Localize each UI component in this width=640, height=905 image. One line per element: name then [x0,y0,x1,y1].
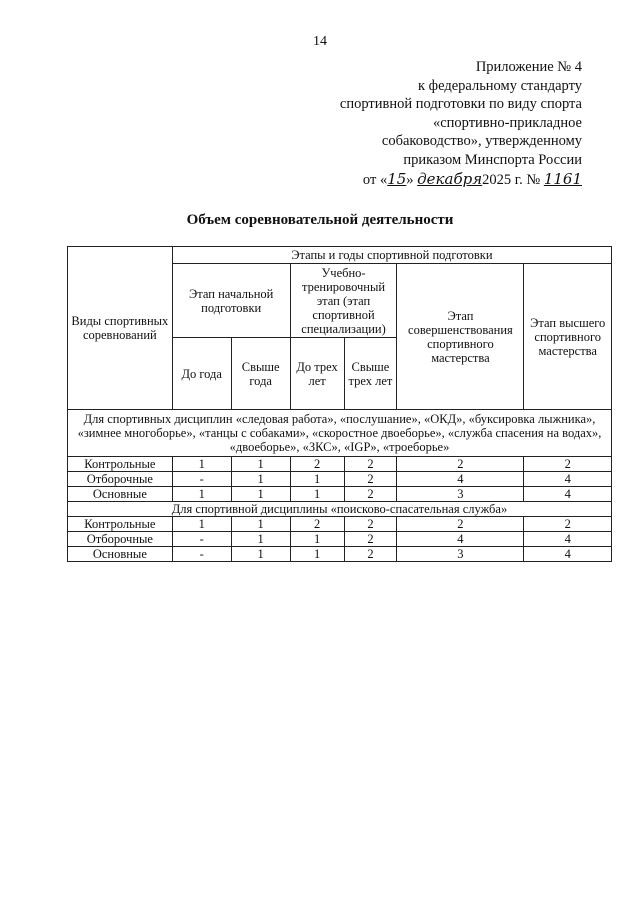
date-year: 2025 г. № [482,171,541,188]
header-stage-highest: Этап высшего спортивного мастерства [524,264,612,410]
table-cell: 3 [397,547,524,562]
table-cell: 2 [344,457,397,472]
table-cell: 4 [524,532,612,547]
table-cell: 1 [231,487,290,502]
date-prefix: от « [362,171,388,188]
table-cell: 1 [231,547,290,562]
appendix-line: собаководство», утвержденному [381,133,582,150]
table-cell: 2 [344,472,397,487]
table-row [68,517,612,532]
row-label: Основные [68,487,173,502]
appendix-line: приказом Минспорта России [403,151,582,168]
appendix-line: к федеральному стандарту [418,77,582,94]
group2-title: Для спортивной дисциплины «поисково-спасательная служба» [68,502,612,517]
table-cell: 4 [524,472,612,487]
document-title: Объем соревновательной деятельности [186,212,454,228]
page-number: 14 [313,34,327,49]
table-row [68,532,612,547]
table-cell: 1 [231,517,290,532]
appendix-line: спортивной подготовки по виду спорта [339,96,582,113]
table-cell: 4 [397,532,524,547]
table-cell: 1 [290,532,344,547]
competition-volume-table [67,246,612,562]
order-date-line [292,170,582,190]
table-cell: 4 [524,487,612,502]
date-day: 15 [387,169,407,188]
header-over-year: Свыше года [231,338,290,410]
table-cell: 1 [172,457,231,472]
appendix-header [292,58,582,189]
table-cell: - [172,472,231,487]
row-label: Отборочные [68,532,173,547]
table-cell: 2 [290,517,344,532]
table-cell: 2 [524,517,612,532]
table-cell: 1 [290,487,344,502]
group-title-row [68,502,612,517]
table-cell: 2 [397,457,524,472]
appendix-line: «спортивно-прикладное [432,114,582,131]
order-number: 1161 [543,169,582,188]
header-stage-training: Учебно-тренировочный этап (этап спортивной специализации) [290,264,397,338]
table-cell: 2 [290,457,344,472]
table-cell: 4 [524,547,612,562]
table-cell: 2 [344,487,397,502]
row-label: Основные [68,547,173,562]
table-cell: 2 [344,517,397,532]
table-cell: 2 [397,517,524,532]
row-label: Отборочные [68,472,173,487]
table-cell: 4 [397,472,524,487]
header-stages: Этапы и годы спортивной подготовки [172,247,611,264]
header-stage-improvement: Этап совершенствования спортивного мастерства [397,264,524,410]
header-competition-types: Виды спортивных соревнований [68,247,173,410]
table-cell: 3 [397,487,524,502]
table-row [68,472,612,487]
table-cell: - [172,532,231,547]
group-title-row [68,410,612,457]
table-cell: 1 [172,517,231,532]
table-row [68,457,612,472]
appendix-line: Приложение № 4 [475,59,582,75]
date-mid: » [406,171,414,188]
table-cell: 2 [344,532,397,547]
header-over-three: Свыше трех лет [344,338,397,410]
table-cell: 2 [344,547,397,562]
group1-title: Для спортивных дисциплин «следовая работа», «послушание», «ОКД», «буксировка лыжника», «зимнее многоборье», «танцы с собаками», «скоростное двоеборье», «служба спасения на водах», «двоеборье», «ЗКС», «IGP», «троеборье» [68,410,612,457]
table-header-row [68,247,612,264]
date-month: декабря [417,169,483,188]
table-row [68,487,612,502]
table-cell: 1 [231,457,290,472]
table-row [68,547,612,562]
table-cell: 1 [290,547,344,562]
table-cell: 1 [231,532,290,547]
header-stage-initial: Этап начальной подготовки [172,264,290,338]
table-cell: 1 [290,472,344,487]
table-cell: 2 [524,457,612,472]
table-cell: 1 [172,487,231,502]
table-cell: - [172,547,231,562]
header-up-to-three: До трех лет [290,338,344,410]
table-cell: 1 [231,472,290,487]
row-label: Контрольные [68,517,173,532]
row-label: Контрольные [68,457,173,472]
header-up-to-year: До года [172,338,231,410]
